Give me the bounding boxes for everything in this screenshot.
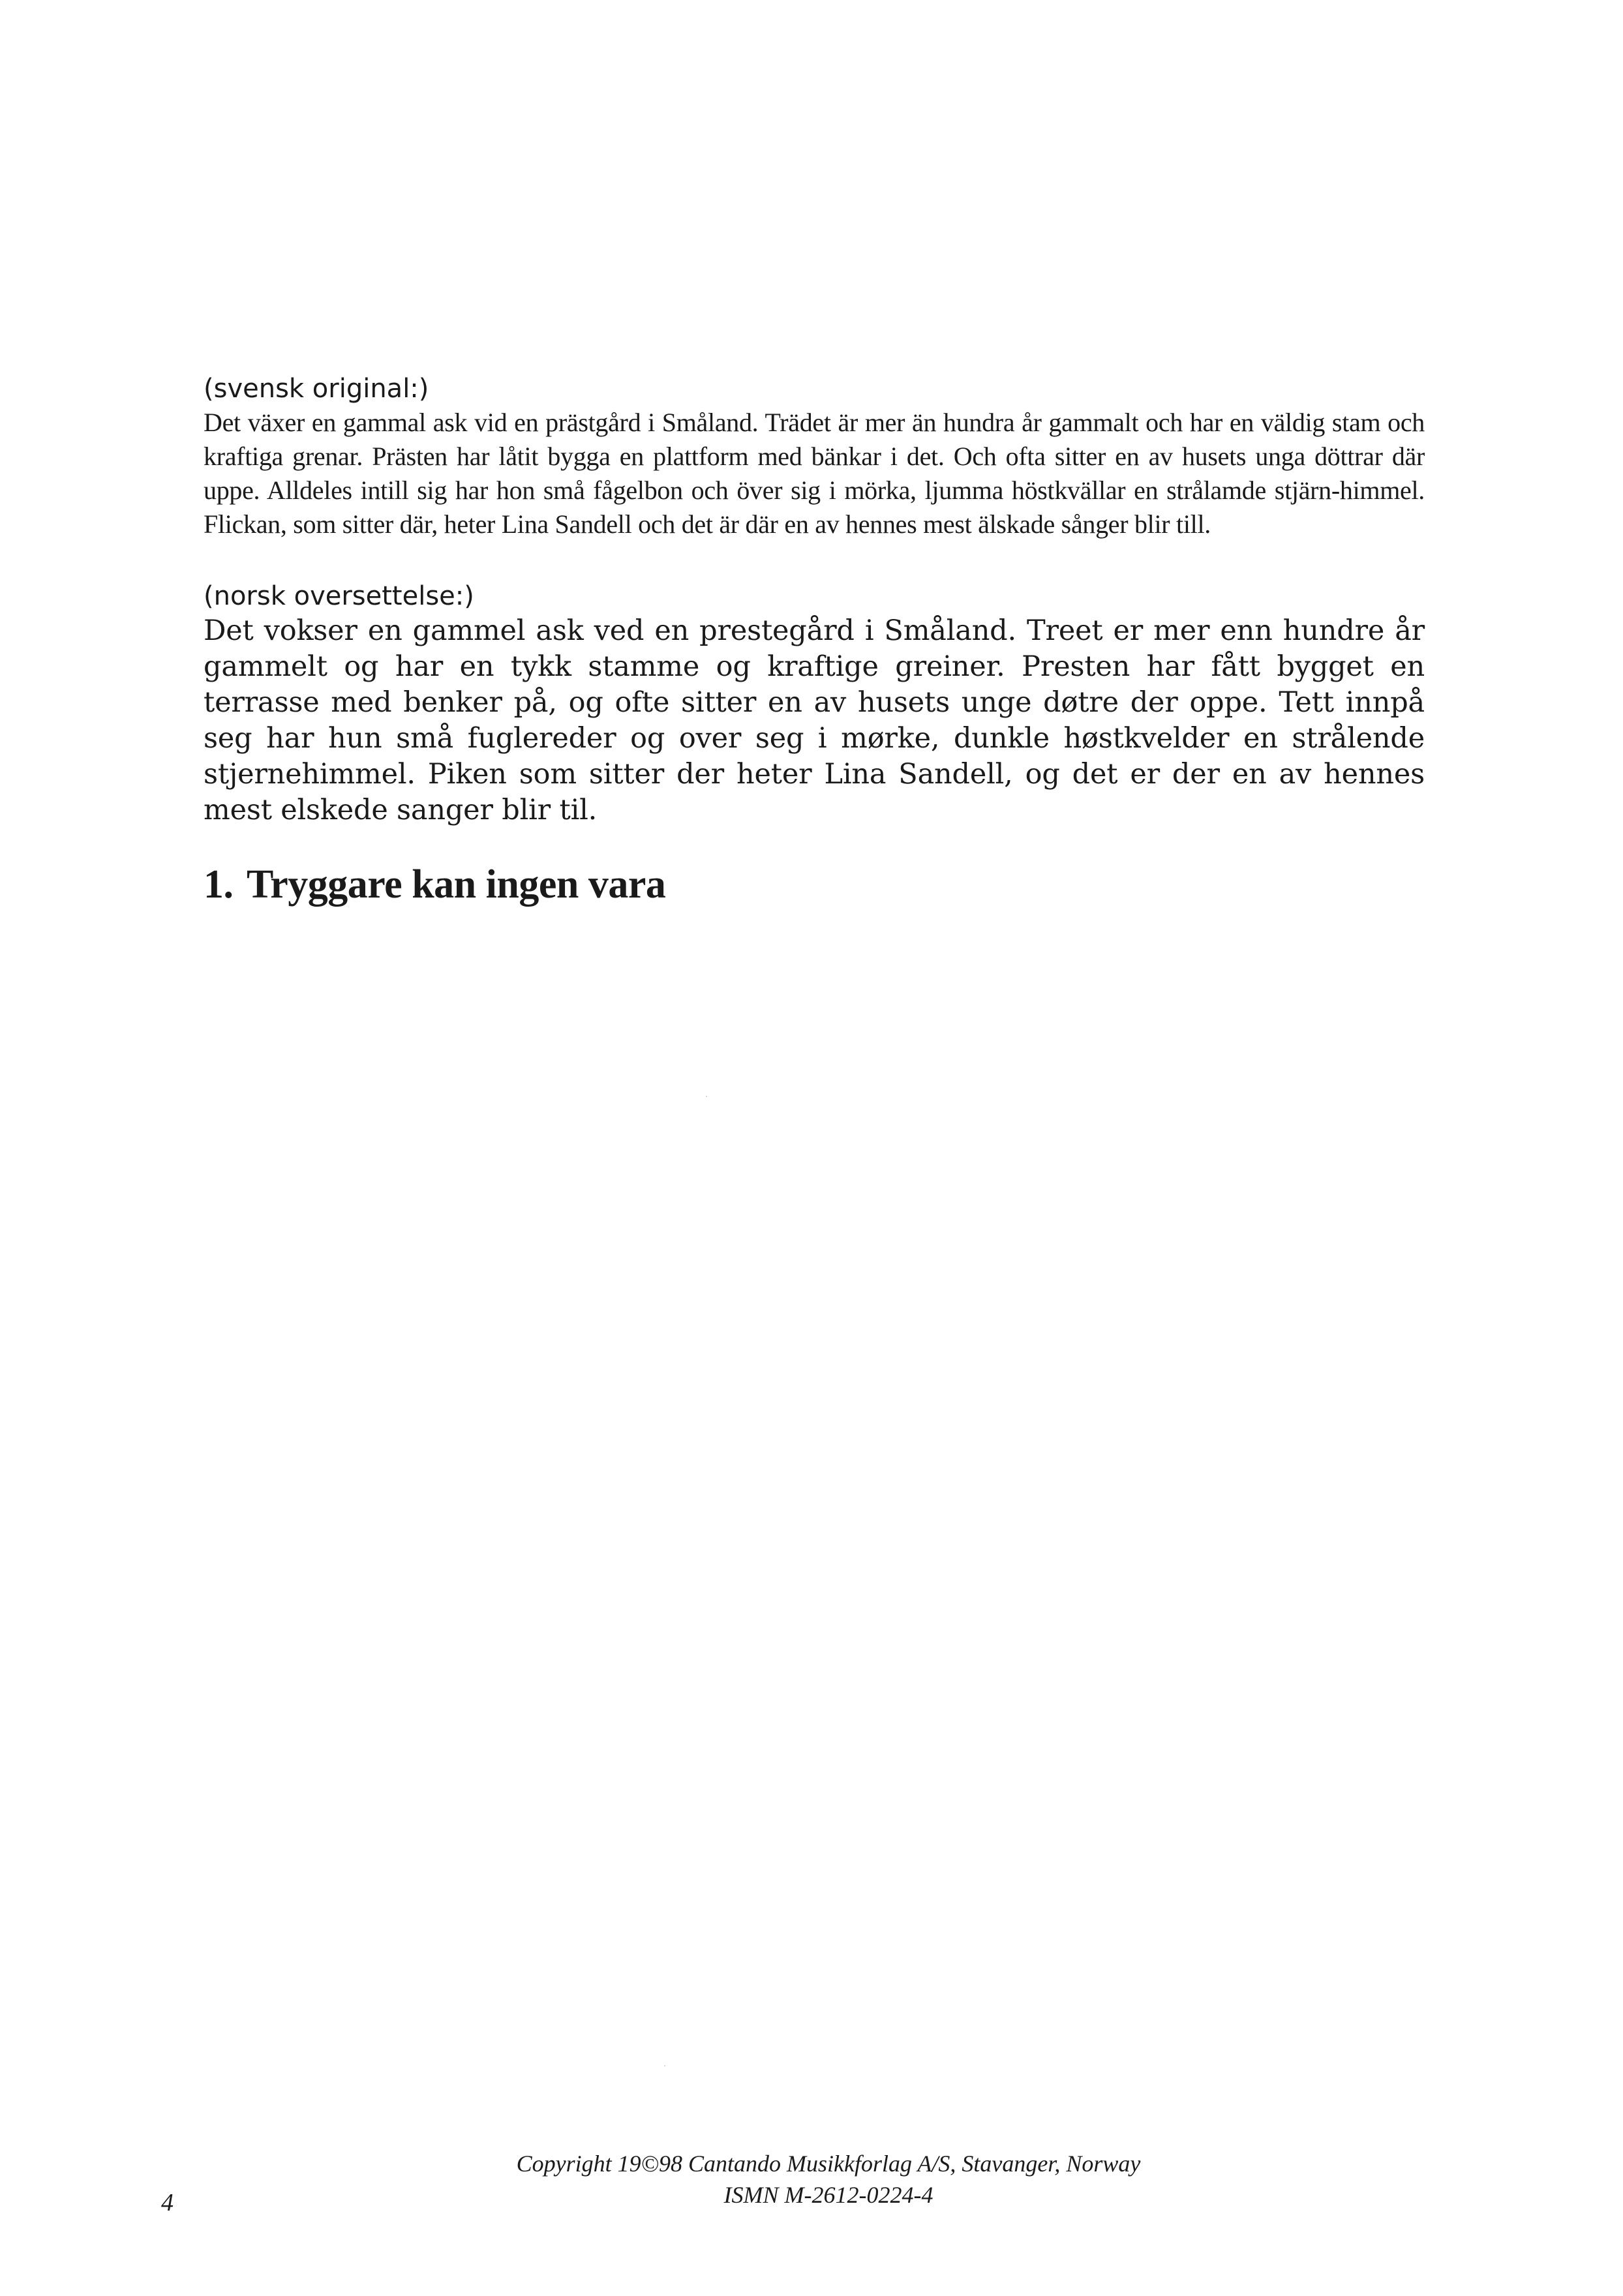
song-number: 1. (204, 862, 234, 907)
ismn-line: ISMN M-2612-0224-4 (723, 2182, 933, 2208)
norwegian-section (204, 579, 1425, 828)
song-heading (204, 860, 665, 909)
scan-speck (706, 1096, 707, 1097)
swedish-label: (svensk original:) (204, 374, 429, 404)
swedish-section (204, 372, 1425, 541)
swedish-paragraph: Det växer en gammal ask vid en prästgård i Småland. Trädet är mer än hundra år gammalt och har en väldig stam och kraftiga grenar. Prästen har låtit bygga en plattform med bänkar i det. Och ofta sitter en av husets unga döttrar där uppe. Alldeles intill sig har hon små fågelbon och över sig i mörka, ljumma höstkvällar en strålamde stjärn-himmel. Flickan, som sitter där, heter Lina Sandell och det är där en av hennes mest älskade sånger blir till. (204, 408, 1425, 539)
norwegian-label: (norsk oversettelse:) (204, 581, 474, 611)
norwegian-paragraph: Det vokser en gammel ask ved en prestegård i Småland. Treet er mer enn hundre år gammelt og har en tykk stamme og kraftige greiner. Presten har fått bygget en terrasse med benker på, og ofte sitter en av husets unge døtre der oppe. Tett innpå seg har hun små fuglereder og over seg i mørke, dunkle høstkvelder en strålende stjernehimmel. Piken som sitter der heter Lina Sandell, og det er der en av hennes mest elskede sanger blir til. (204, 614, 1425, 826)
copyright-line: Copyright 19©98 Cantando Musikkforlag A/S, Stavanger, Norway (516, 2151, 1141, 2177)
page-number: 4 (161, 2189, 174, 2216)
song-title: Tryggare kan ingen vara (247, 862, 666, 907)
scan-speck (664, 2065, 665, 2066)
